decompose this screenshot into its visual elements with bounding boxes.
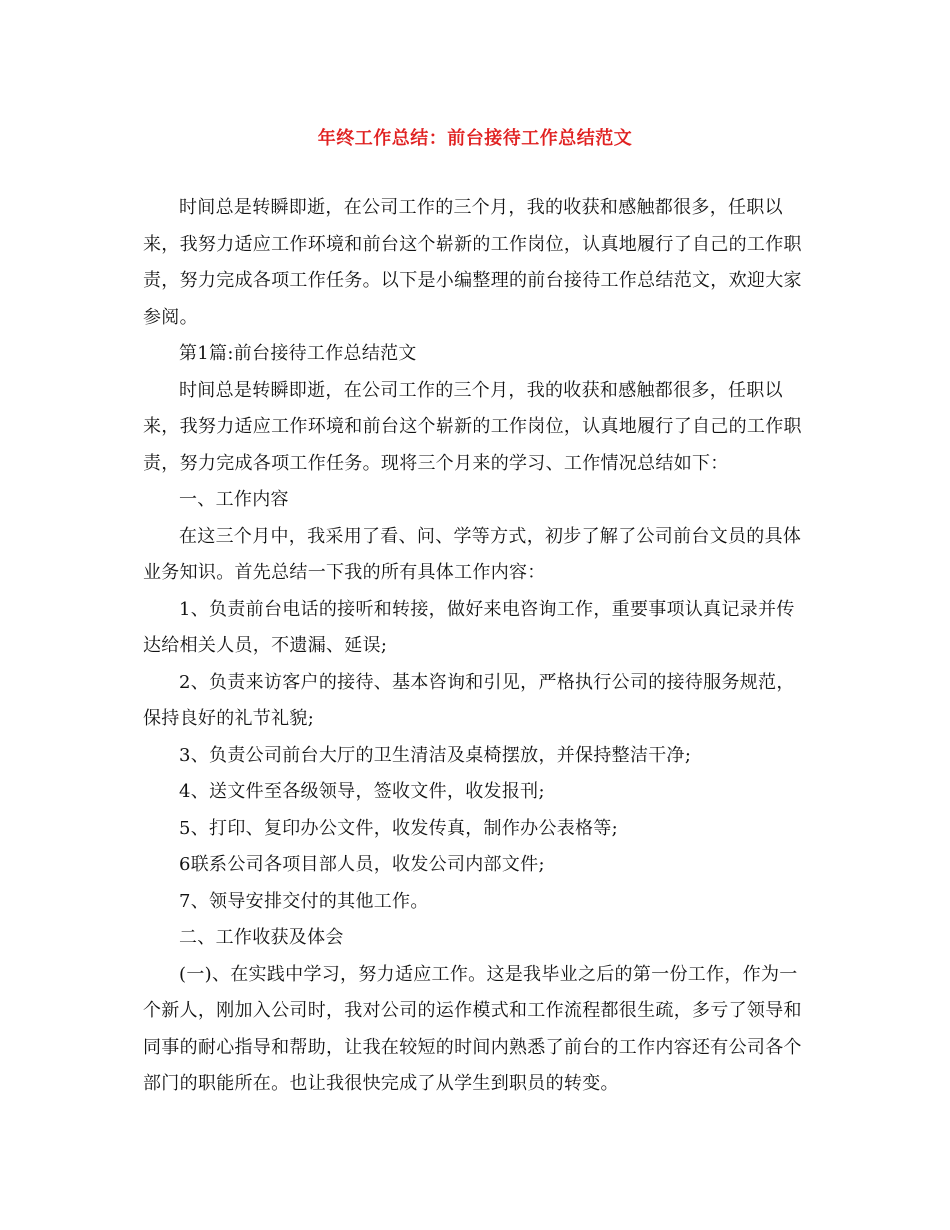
intro-paragraph: 时间总是转瞬即逝，在公司工作的三个月，我的收获和感触都很多，任职以来，我努力适应工作环境和前台这个崭新的工作岗位，认真地履行了自己的工作职责，努力完成各项工作任务。以下是小编整理的前台接待工作总结范文，欢迎大家参阅。 bbox=[143, 197, 802, 328]
list-item: 4、送文件至各级领导，签收文件，收发报刊; bbox=[179, 781, 545, 802]
document-title: 年终工作总结：前台接待工作总结范文 bbox=[317, 128, 633, 149]
section-heading: 二、工作收获及体会 bbox=[179, 927, 344, 948]
list-item: 5、打印、复印办公文件，收发传真，制作办公表格等; bbox=[179, 817, 619, 839]
section-heading: 一、工作内容 bbox=[179, 489, 289, 510]
body-paragraph: (一)、在实践中学习，努力适应工作。这是我毕业之后的第一份工作，作为一个新人，刚加入公司时，我对公司的运作模式和工作流程都很生疏，多亏了领导和同事的耐心指导和帮助，让我在较短的时间内熟悉了前台的工作内容还有公司各个部门的职能所在。也让我很快完成了从学生到职员的转变。 bbox=[143, 963, 802, 1094]
document-body bbox=[143, 190, 808, 1103]
body-paragraph: 在这三个月中，我采用了看、问、学等方式，初步了解了公司前台文员的具体业务知识。首先总结一下我的所有具体工作内容： bbox=[143, 525, 802, 583]
article-heading: 第1篇:前台接待工作总结范文 bbox=[179, 343, 417, 364]
list-item: 2、负责来访客户的接待、基本咨询和引见，严格执行公司的接待服务规范，保持良好的礼节礼貌; bbox=[143, 671, 795, 729]
list-item: 7、领导安排交付的其他工作。 bbox=[179, 890, 429, 912]
list-item: 3、负责公司前台大厅的卫生清洁及桌椅摆放，并保持整洁干净; bbox=[179, 744, 692, 766]
list-item: 6联系公司各项目部人员，收发公司内部文件; bbox=[179, 854, 545, 875]
list-item: 1、负责前台电话的接听和转接，做好来电咨询工作，重要事项认真记录并传达给相关人员，不遗漏、延误; bbox=[143, 598, 795, 656]
body-paragraph: 时间总是转瞬即逝，在公司工作的三个月，我的收获和感触都很多，任职以来，我努力适应工作环境和前台这个崭新的工作岗位，认真地履行了自己的工作职责，努力完成各项工作任务。现将三个月来的学习、工作情况总结如下： bbox=[143, 379, 802, 474]
